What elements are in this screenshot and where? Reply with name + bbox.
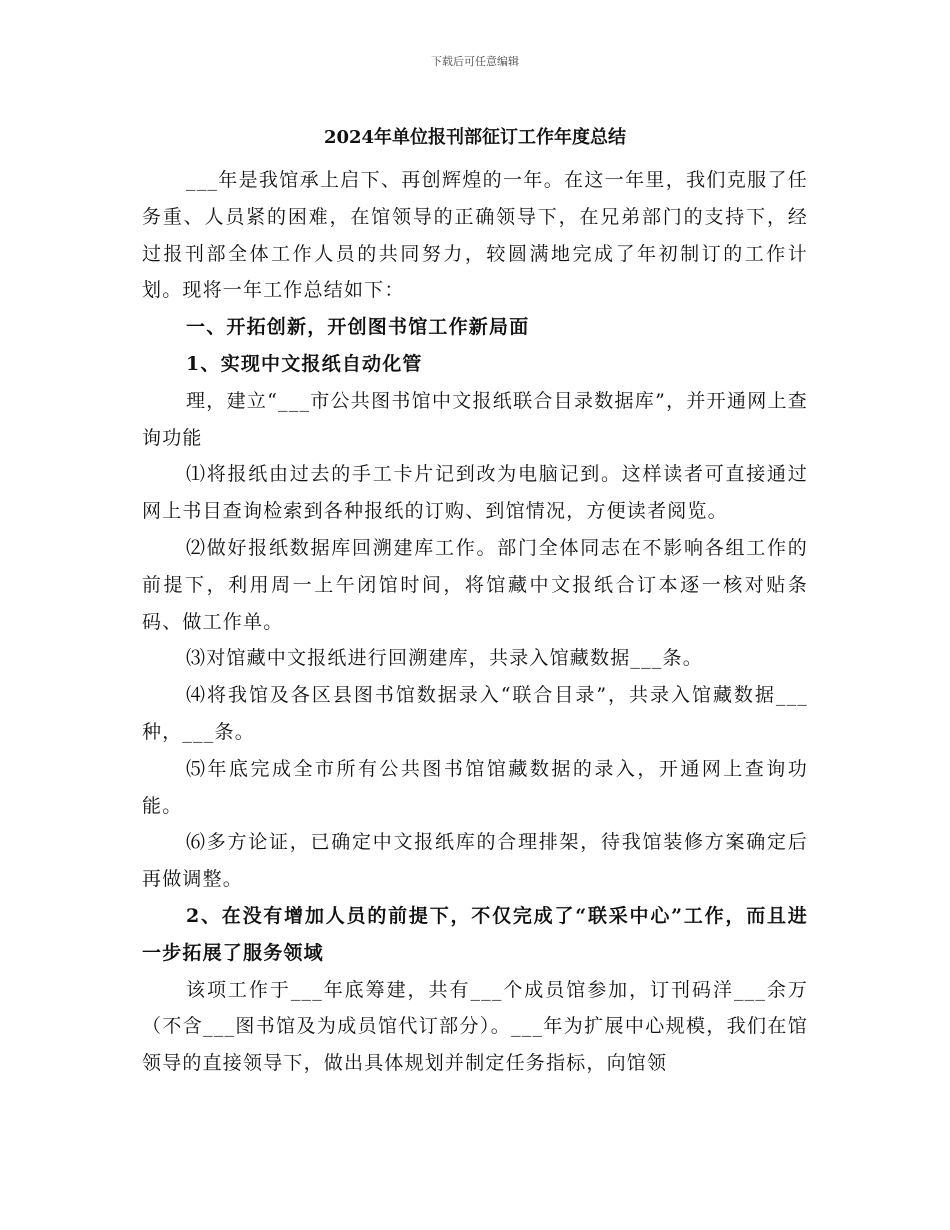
paragraph-intro: ___年是我馆承上启下、再创辉煌的一年。在这一年里，我们克服了任务重、人员紧的困难，在馆领导的正确领导下，在兄弟部门的支持下，经过报刊部全体工作人员的共同努力，较圆满地完成了年初制订的工作计划。现将一年工作总结如下： <box>142 169 808 302</box>
list-item-5: ⑸年底完成全市所有公共图书馆馆藏数据的录入，开通网上查询功能。 <box>142 757 808 817</box>
paragraph-database: 理，建立“___市公共图书馆中文报纸联合目录数据库”，并开通网上查询功能 <box>142 389 808 449</box>
list-item-1: ⑴将报纸由过去的手工卡片记到改为电脑记到。这样读者可直接通过网上书目查询检索到各种报纸的订购、到馆情况，方便读者阅览。 <box>142 463 808 523</box>
subsection-heading-2: 2、在没有增加人员的前提下，不仅完成了“联采中心”工作，而且进一步拓展了服务领域 <box>142 904 808 964</box>
list-item-4: ⑷将我馆及各区县图书馆数据录入“联合目录”，共录入馆藏数据___种，___条。 <box>142 684 808 743</box>
list-item-2: ⑵做好报纸数据库回溯建库工作。部门全体同志在不影响各组工作的前提下，利用周一上午闭馆时间，将馆藏中文报纸合订本逐一核对贴条码、做工作单。 <box>142 536 808 633</box>
paragraph-center: 该项工作于___年底筹建，共有___个成员馆参加，订刊码洋___余万（不含___图书馆及为成员馆代订部分）。___年为扩展中心规模，我们在馆领导的直接领导下，做出具体规划并制定任务指标，向馆领 <box>142 978 808 1075</box>
document-body <box>142 124 808 1082</box>
document-title: 2024年单位报刊部征订工作年度总结 <box>323 127 627 148</box>
header-note: 下载后可任意编辑 <box>431 55 519 68</box>
list-item-3: ⑶对馆藏中文报纸进行回溯建库，共录入馆藏数据___条。 <box>186 647 703 670</box>
section-heading-1: 一、开拓创新，开创图书馆工作新局面 <box>186 316 530 339</box>
list-item-6: ⑹多方论证，已确定中文报纸库的合理排架，待我馆装修方案确定后再做调整。 <box>142 831 808 891</box>
subsection-heading-1: 1、实现中文报纸自动化管 <box>186 352 423 375</box>
